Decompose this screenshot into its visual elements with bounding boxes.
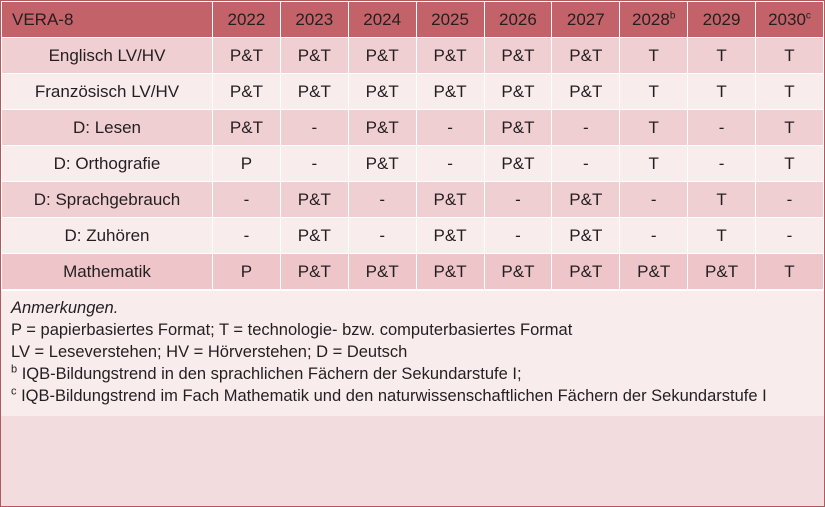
cell-sprachgebrauch-2028: -	[620, 182, 688, 218]
header-year-2028	[620, 2, 688, 38]
header-year-2029-label: 2029	[702, 9, 741, 29]
cell-lesen-2023: -	[280, 110, 348, 146]
row-label-orthografie: D: Orthografie	[2, 146, 213, 182]
cell-franzoesisch-2024: P&T	[348, 74, 416, 110]
header-row	[2, 2, 824, 38]
cell-franzoesisch-2022: P&T	[213, 74, 281, 110]
header-year-2022-label: 2022	[227, 9, 266, 29]
header-year-2028-marker: b	[669, 9, 676, 21]
cell-englisch-2022: P&T	[213, 38, 281, 74]
cell-orthografie-2025: -	[416, 146, 484, 182]
table-row	[2, 182, 824, 218]
cell-orthografie-2027: -	[552, 146, 620, 182]
row-label-sprachgebrauch: D: Sprachgebrauch	[2, 182, 213, 218]
table-row	[2, 254, 824, 290]
header-year-2025	[416, 2, 484, 38]
cell-englisch-2029: T	[688, 38, 756, 74]
cell-mathematik-2024: P&T	[348, 254, 416, 290]
cell-franzoesisch-2023: P&T	[280, 74, 348, 110]
cell-lesen-2030: T	[756, 110, 824, 146]
table-row	[2, 74, 824, 110]
header-year-2024-label: 2024	[363, 9, 402, 29]
table-row	[2, 110, 824, 146]
cell-zuhoeren-2027: P&T	[552, 218, 620, 254]
cell-franzoesisch-2028: T	[620, 74, 688, 110]
cell-sprachgebrauch-2024: -	[348, 182, 416, 218]
cell-sprachgebrauch-2022: -	[213, 182, 281, 218]
cell-englisch-2030: T	[756, 38, 824, 74]
vera8-schedule-table	[1, 1, 824, 290]
notes-heading: Anmerkungen.	[11, 299, 119, 317]
cell-franzoesisch-2027: P&T	[552, 74, 620, 110]
row-label-lesen: D: Lesen	[2, 110, 213, 146]
cell-zuhoeren-2030: -	[756, 218, 824, 254]
table-body	[2, 38, 824, 290]
cell-mathematik-2022: P	[213, 254, 281, 290]
cell-englisch-2024: P&T	[348, 38, 416, 74]
cell-lesen-2025: -	[416, 110, 484, 146]
notes-footnote-c-text: IQB-Bildungstrend im Fach Mathematik und den naturwissenschaftlichen Fächern der Sekundarstufe I	[16, 386, 767, 405]
cell-lesen-2029: -	[688, 110, 756, 146]
cell-mathematik-2025: P&T	[416, 254, 484, 290]
header-year-2022	[213, 2, 281, 38]
cell-englisch-2027: P&T	[552, 38, 620, 74]
cell-orthografie-2026: P&T	[484, 146, 552, 182]
cell-lesen-2022: P&T	[213, 110, 281, 146]
header-year-2026	[484, 2, 552, 38]
row-label-franzoesisch: Französisch LV/HV	[2, 74, 213, 110]
cell-franzoesisch-2029: T	[688, 74, 756, 110]
cell-sprachgebrauch-2027: P&T	[552, 182, 620, 218]
row-label-mathematik: Mathematik	[2, 254, 213, 290]
cell-orthografie-2029: -	[688, 146, 756, 182]
cell-mathematik-2029: P&T	[688, 254, 756, 290]
notes-line-abbreviations: LV = Leseverstehen; HV = Hörverstehen; D = Deutsch	[11, 342, 408, 361]
cell-englisch-2023: P&T	[280, 38, 348, 74]
notes-line-footnote-c	[11, 386, 814, 408]
cell-mathematik-2028: P&T	[620, 254, 688, 290]
table-row	[2, 38, 824, 74]
header-year-2023	[280, 2, 348, 38]
cell-sprachgebrauch-2030: -	[756, 182, 824, 218]
notes-line-formats: P = papierbasiertes Format; T = technologie- bzw. computerbasiertes Format	[11, 320, 573, 339]
cell-englisch-2025: P&T	[416, 38, 484, 74]
cell-lesen-2024: P&T	[348, 110, 416, 146]
header-year-2028-label: 2028	[631, 9, 670, 29]
notes-footnote-b-text: IQB-Bildungstrend in den sprachlichen Fächern der Sekundarstufe I;	[17, 364, 522, 383]
header-year-2030-marker: c	[805, 9, 811, 21]
cell-lesen-2028: T	[620, 110, 688, 146]
cell-lesen-2027: -	[552, 110, 620, 146]
header-year-2030-label: 2030	[768, 9, 806, 29]
cell-mathematik-2027: P&T	[552, 254, 620, 290]
table-notes	[1, 290, 824, 416]
cell-sprachgebrauch-2023: P&T	[280, 182, 348, 218]
header-year-2026-label: 2026	[499, 9, 537, 29]
cell-orthografie-2028: T	[620, 146, 688, 182]
cell-zuhoeren-2026: -	[484, 218, 552, 254]
cell-zuhoeren-2022: -	[213, 218, 281, 254]
header-year-2025-label: 2025	[431, 9, 469, 29]
cell-zuhoeren-2029: T	[688, 218, 756, 254]
table-row	[2, 146, 824, 182]
cell-orthografie-2030: T	[756, 146, 824, 182]
cell-franzoesisch-2025: P&T	[416, 74, 484, 110]
header-year-2029	[688, 2, 756, 38]
cell-mathematik-2030: T	[756, 254, 824, 290]
cell-zuhoeren-2025: P&T	[416, 218, 484, 254]
cell-franzoesisch-2026: P&T	[484, 74, 552, 110]
header-year-2023-label: 2023	[295, 9, 334, 29]
row-label-englisch: Englisch LV/HV	[2, 38, 213, 74]
cell-sprachgebrauch-2026: -	[484, 182, 552, 218]
cell-lesen-2026: P&T	[484, 110, 552, 146]
cell-zuhoeren-2024: -	[348, 218, 416, 254]
row-label-zuhoeren: D: Zuhören	[2, 218, 213, 254]
header-year-2024	[348, 2, 416, 38]
cell-sprachgebrauch-2025: P&T	[416, 182, 484, 218]
notes-footnote-c-marker: c	[11, 385, 17, 398]
header-year-2027	[552, 2, 620, 38]
notes-line-footnote-b	[11, 364, 814, 386]
cell-mathematik-2026: P&T	[484, 254, 552, 290]
cell-orthografie-2023: -	[280, 146, 348, 182]
header-year-2027-label: 2027	[566, 9, 605, 29]
table-header	[2, 2, 824, 38]
header-year-2030	[756, 2, 824, 38]
cell-englisch-2028: T	[620, 38, 688, 74]
cell-orthografie-2024: P&T	[348, 146, 416, 182]
cell-mathematik-2023: P&T	[280, 254, 348, 290]
cell-zuhoeren-2028: -	[620, 218, 688, 254]
cell-englisch-2026: P&T	[484, 38, 552, 74]
cell-sprachgebrauch-2029: T	[688, 182, 756, 218]
cell-orthografie-2022: P	[213, 146, 281, 182]
notes-footnote-b-marker: b	[11, 363, 18, 376]
table-row	[2, 218, 824, 254]
cell-zuhoeren-2023: P&T	[280, 218, 348, 254]
cell-franzoesisch-2030: T	[756, 74, 824, 110]
header-corner-label: VERA-8	[2, 2, 213, 38]
